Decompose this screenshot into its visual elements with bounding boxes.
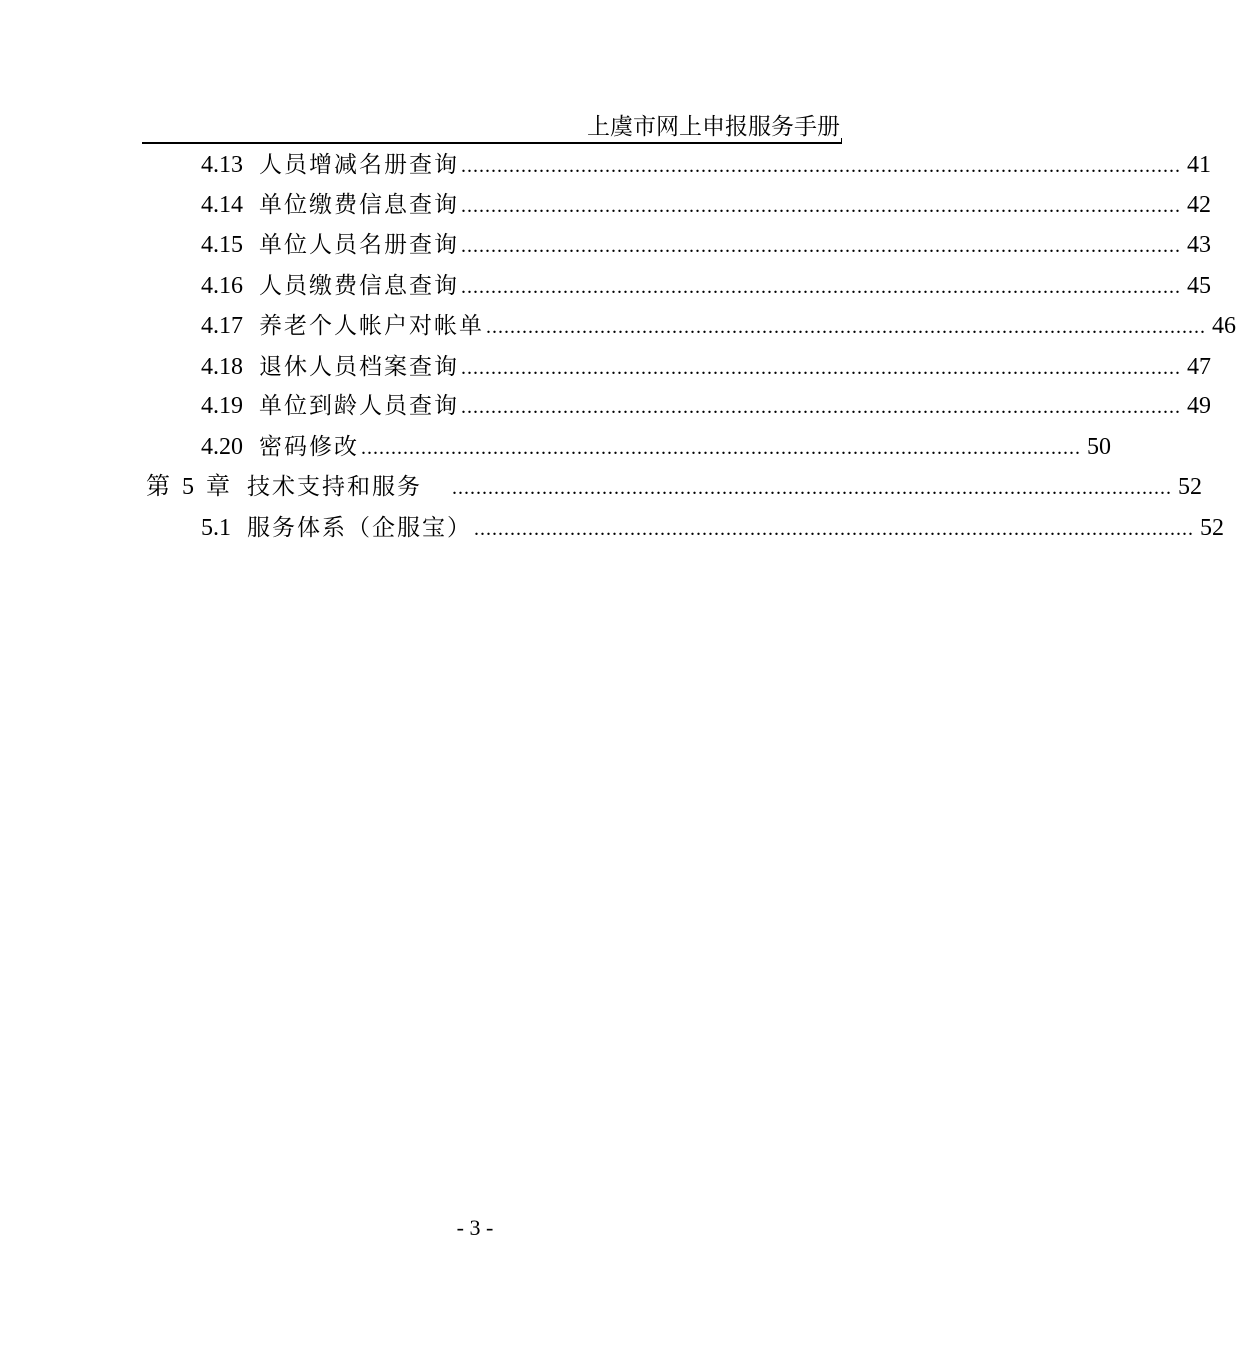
toc-entry-title: 养老个人帐户对帐单 xyxy=(259,313,484,339)
toc-entry-title: 人员增减名册查询 xyxy=(259,152,459,178)
toc-entry[interactable] xyxy=(201,186,1211,224)
manual-title: 上虞市网上申报服务手册 xyxy=(587,114,840,140)
toc-entry-page: 46 xyxy=(1212,313,1236,339)
toc-entry-number: 4.15 xyxy=(201,232,243,258)
toc-entry-title: 单位到龄人员查询 xyxy=(259,393,459,419)
toc-entry-number: 4.18 xyxy=(201,354,243,380)
toc-dot-leader: ........................................................................................................................ xyxy=(461,195,1181,217)
toc-entry-number: 4.14 xyxy=(201,192,243,218)
toc-entry[interactable] xyxy=(201,267,1211,305)
toc-entry-number: 5.1 xyxy=(201,515,231,541)
toc-dot-leader: ........................................................................................................................ xyxy=(474,518,1194,540)
toc-entry-page: 45 xyxy=(1187,273,1211,299)
toc-entry-number: 4.13 xyxy=(201,152,243,178)
toc-dot-leader: ........................................................................................................................ xyxy=(486,316,1206,338)
toc-entry-number: 4.20 xyxy=(201,434,243,460)
toc-entry[interactable] xyxy=(201,348,1211,386)
toc-entry-title: 密码修改 xyxy=(259,434,359,460)
toc-entry-number: 4.17 xyxy=(201,313,243,339)
toc-entry-title: 人员缴费信息查询 xyxy=(259,273,459,299)
toc-entry-page: 42 xyxy=(1187,192,1211,218)
toc-entry[interactable] xyxy=(201,428,1111,466)
toc-entry-page: 43 xyxy=(1187,232,1211,258)
toc-entry-page: 50 xyxy=(1087,434,1111,460)
page-number: - 3 - xyxy=(456,1215,494,1240)
toc-entry-page: 41 xyxy=(1187,152,1211,178)
toc-entry[interactable] xyxy=(201,387,1211,425)
header-rule-tick xyxy=(841,138,842,144)
toc-entry-title: 单位人员名册查询 xyxy=(259,232,459,258)
toc-entry-page: 49 xyxy=(1187,393,1211,419)
toc-dot-leader: ........................................................................................................................ xyxy=(461,357,1181,379)
toc-dot-leader: ........................................................................................................................ xyxy=(452,477,1172,499)
toc-entry-title: 服务体系（企服宝） xyxy=(247,515,472,541)
toc-entry[interactable] xyxy=(201,307,1236,345)
toc-entry[interactable] xyxy=(201,226,1211,264)
toc-entry-title: 单位缴费信息查询 xyxy=(259,192,459,218)
toc-dot-leader: ........................................................................................................................ xyxy=(361,437,1081,459)
toc-entry-page: 47 xyxy=(1187,354,1211,380)
toc-entry-title: 退休人员档案查询 xyxy=(259,354,459,380)
toc-chapter-number: 第 5 章 xyxy=(146,474,233,500)
toc-dot-leader: ........................................................................................................................ xyxy=(461,396,1181,418)
toc-entry[interactable] xyxy=(201,509,1224,547)
toc-entry-number: 4.19 xyxy=(201,393,243,419)
toc-chapter-title: 技术支持和服务 xyxy=(247,474,422,500)
toc-entry-number: 4.16 xyxy=(201,273,243,299)
toc-dot-leader: ........................................................................................................................ xyxy=(461,155,1181,177)
toc-dot-leader: ........................................................................................................................ xyxy=(461,235,1181,257)
toc-dot-leader: ........................................................................................................................ xyxy=(461,276,1181,298)
header-rule xyxy=(142,142,842,144)
toc-entry-page: 52 xyxy=(1178,474,1202,500)
toc-entry-page: 52 xyxy=(1200,515,1224,541)
toc-chapter-entry[interactable] xyxy=(146,468,1202,506)
toc-entry[interactable] xyxy=(201,146,1211,184)
